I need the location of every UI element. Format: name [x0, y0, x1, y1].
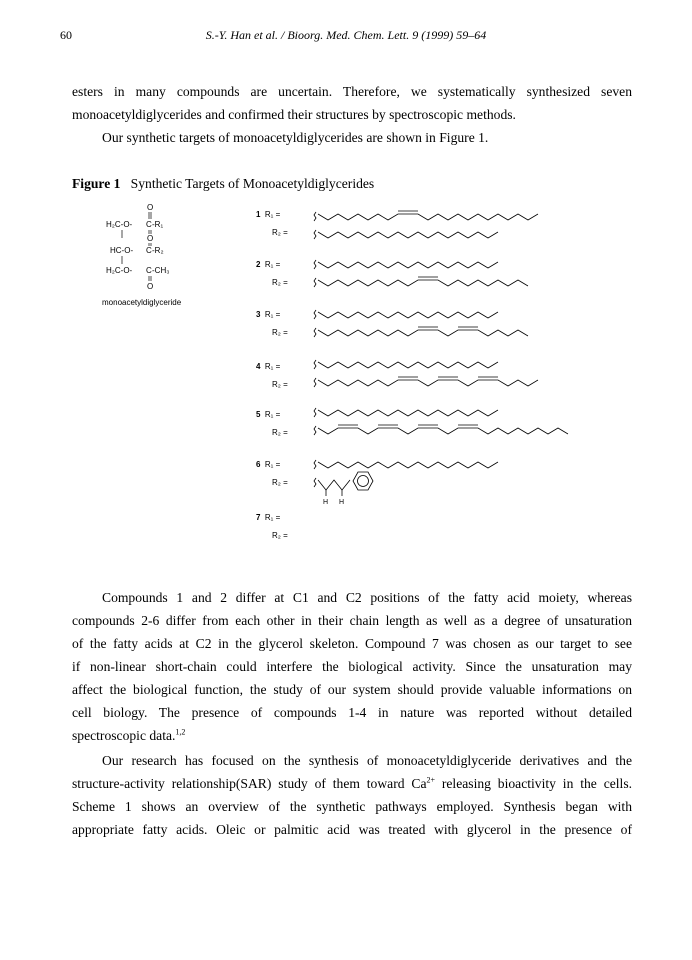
text-line: Our synthetic targets of monoacetyldiglycerides are shown in Figure 1.	[102, 130, 489, 145]
body-paragraph-1	[72, 586, 632, 747]
compound-3-r2: R₂ =	[272, 328, 288, 337]
text-line: Scheme 1 shows an overview of the synthetic pathways employed. Synthesis began with	[72, 799, 632, 814]
compound-3-r1: 3 R₁ =	[256, 310, 281, 319]
compound-2-r1: 2 R₁ =	[256, 260, 281, 269]
text-line: affect the biological function, the study of our system should provide valuable informations on	[72, 682, 632, 697]
compound-4-r2: R₂ =	[272, 380, 288, 389]
running-head: S.-Y. Han et al. / Bioorg. Med. Chem. Lett. 9 (1999) 59–64	[205, 28, 487, 42]
compound-7-r1: 7 R₁ =	[256, 513, 281, 522]
reference-marker: 1,2	[175, 727, 186, 737]
text-line: structure-activity relationship(SAR) study of them toward $Ca^{2+}$ releasing bioactivity in the cells.	[72, 775, 633, 791]
body-paragraph-2	[72, 749, 632, 841]
figure-label: Figure 1	[72, 176, 121, 191]
compound-7-r2: R₂ =	[272, 531, 288, 540]
text-line: compounds 2-6 differ from each other in their chain length as well as a degree of unsaturation	[72, 613, 632, 628]
row1-left: H₂C-O-	[106, 220, 133, 229]
text-line: of the fatty acids at C2 in the glycerol skeleton. Compound 7 was chosen as our target to see	[72, 636, 632, 651]
text-line: monoacetyldiglycerides and confirmed their structures by spectroscopic methods.	[72, 107, 516, 122]
h-label: H	[339, 499, 345, 506]
compound-1-r2: R₂ =	[272, 228, 288, 237]
compound-5-r1: 5 R₁ =	[256, 410, 281, 419]
compound-4-r1: 4 R₁ =	[256, 362, 281, 371]
compound-1-r1: 1 R₁ =	[256, 210, 281, 219]
text-line: Our research has focused on the synthesis of monoacetyldiglyceride derivatives and the	[102, 753, 632, 768]
compound-2-r2: R₂ =	[272, 278, 288, 287]
structure-caption: monoacetyldiglyceride	[102, 298, 182, 307]
h-label: H	[323, 499, 329, 506]
text-line: if non-linear short-chain could interfere the biological activity. Since the unsaturation may	[72, 659, 632, 674]
row2-left: HC-O-	[110, 246, 134, 255]
page-header	[0, 28, 692, 48]
text-line: cell biology. The presence of compounds 1-4 in nature was reported without detailed	[72, 705, 632, 720]
figure-title: Synthetic Targets of Monoacetyldiglycerides	[130, 176, 375, 191]
row1-r: -R₁	[152, 220, 164, 229]
figure-caption	[72, 176, 374, 192]
text-line: appropriate fatty acids. Oleic or palmitic acid was treated with glycerol in the presence of	[72, 822, 632, 837]
compound-5-r2: R₂ =	[272, 428, 288, 437]
row3-left: H₂C-O-	[106, 266, 133, 275]
intro-paragraph	[72, 80, 632, 149]
row2-c: C	[146, 246, 152, 255]
o-atom: O	[147, 282, 154, 291]
compound-6-r2: R₂ =	[272, 478, 288, 487]
row3-r: -CH₃	[152, 266, 170, 275]
fatty-acid-chains	[300, 200, 600, 575]
row1-c: C	[146, 220, 152, 229]
charge-superscript: 2+	[426, 775, 436, 785]
compound-6-r1: 6 R₁ =	[256, 460, 281, 469]
text-line: spectroscopic data.$^{1,2}$	[72, 727, 186, 743]
glyceride-structure	[100, 200, 220, 300]
o-atom: O	[147, 203, 154, 212]
row2-r: -R₂	[152, 246, 164, 255]
text-line: Compounds 1 and 2 differ at C1 and C2 positions of the fatty acid moiety, whereas	[102, 590, 632, 605]
o-atom: O	[147, 234, 154, 243]
page-number: 60	[60, 28, 72, 42]
row3-c: C	[146, 266, 152, 275]
text-line: esters in many compounds are uncertain. Therefore, we systematically synthesized seven	[72, 84, 632, 99]
